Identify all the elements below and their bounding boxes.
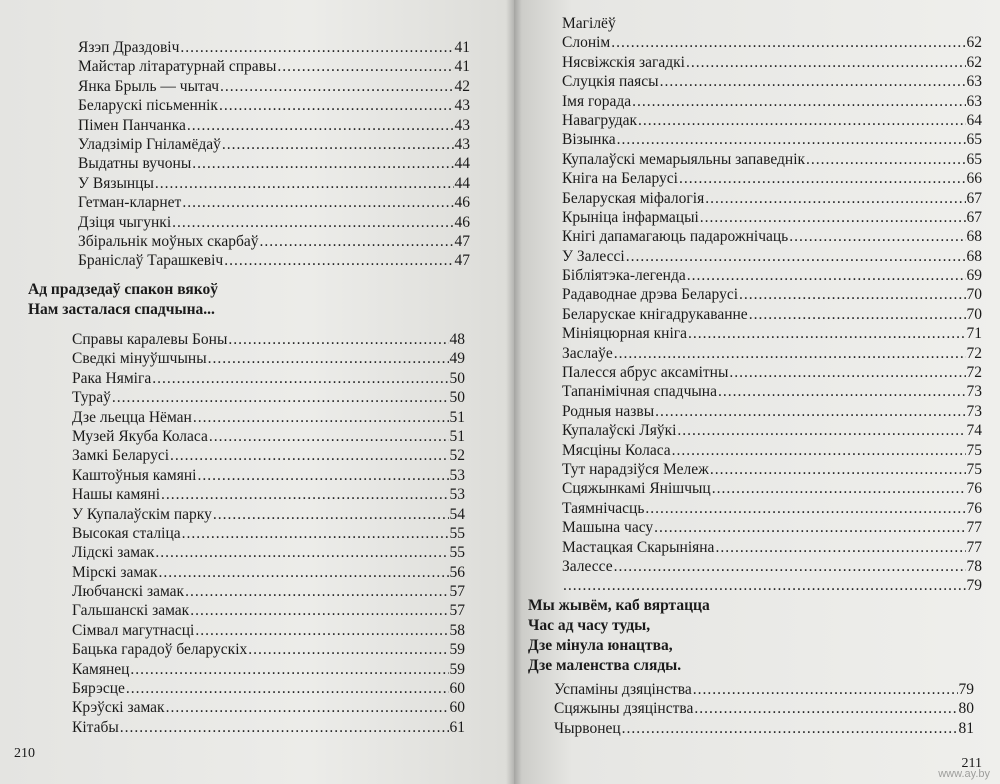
toc-entry-page: 53 xyxy=(449,466,465,484)
toc-entry-title: Нашы камяні xyxy=(72,486,161,504)
toc-entry-title: Язэп Драздовіч xyxy=(78,39,180,56)
toc-leader-dots xyxy=(789,227,965,246)
toc-leader-dots xyxy=(660,72,966,91)
toc-entry-page: 52 xyxy=(449,447,465,465)
toc-leader-dots xyxy=(260,232,454,251)
toc-entry-page: 63 xyxy=(966,73,982,91)
toc-leader-dots xyxy=(710,460,966,479)
toc-entry xyxy=(562,382,982,401)
toc-entry-page: 78 xyxy=(966,557,982,575)
section-heading-line: Дзе мінула юнацтва, xyxy=(528,637,673,654)
toc-leader-dots xyxy=(195,621,448,640)
toc-leader-dots xyxy=(190,601,448,620)
toc-entry xyxy=(562,33,982,52)
toc-entry-title: Тапанімічная спадчына xyxy=(562,383,717,401)
toc-leader-dots xyxy=(712,479,966,498)
toc-entry-page: 73 xyxy=(966,383,982,401)
toc-entry xyxy=(72,601,465,620)
toc-entry-title: Тут нарадзіўся Мележ xyxy=(562,460,709,478)
toc-entry-title: Сведкі мінуўшчыны xyxy=(72,350,207,368)
toc-leader-dots xyxy=(222,135,454,154)
toc-list-right-bottom xyxy=(554,680,974,738)
toc-entry-page: 46 xyxy=(454,213,470,231)
toc-entry xyxy=(72,679,465,698)
toc-entry-page: 43 xyxy=(454,116,470,134)
toc-entry xyxy=(78,232,470,251)
toc-leader-dots xyxy=(126,679,449,698)
page-number-right: 211 xyxy=(961,756,982,771)
toc-entry xyxy=(72,505,465,524)
toc-leader-dots xyxy=(700,208,966,227)
toc-entry-title: Гетман-кларнет xyxy=(78,194,182,212)
toc-leader-dots xyxy=(686,53,966,72)
toc-leader-dots xyxy=(655,402,965,421)
toc-entry-title: Бацька гарадоў беларускіх xyxy=(72,641,248,659)
toc-entry xyxy=(72,698,465,717)
toc-entry-page: 76 xyxy=(966,499,982,517)
toc-entry-page: 58 xyxy=(449,621,465,639)
toc-leader-dots xyxy=(172,213,453,232)
toc-leader-dots xyxy=(185,582,448,601)
toc-entry-title: Каштоўныя камяні xyxy=(72,466,197,484)
watermark: www.ay.by xyxy=(938,768,990,780)
toc-entry-title: Візынка xyxy=(562,131,616,149)
toc-entry-page: 68 xyxy=(966,228,982,246)
toc-entry xyxy=(562,479,982,498)
toc-entry-title: Рака Няміга xyxy=(72,369,152,387)
toc-entry-title: Браніслаў Тарашкевіч xyxy=(78,252,224,270)
toc-entry-page: 42 xyxy=(454,77,470,95)
toc-list-left-bottom xyxy=(72,330,465,737)
toc-entry-title: Таямнічасць xyxy=(562,499,645,517)
toc-entry-page: 75 xyxy=(966,460,982,478)
toc-leader-dots xyxy=(197,466,448,485)
toc-entry-title: Беларускі пісьменнік xyxy=(78,97,218,115)
toc-leader-dots xyxy=(213,505,449,524)
toc-leader-dots xyxy=(679,169,966,188)
toc-entry-page: 59 xyxy=(449,641,465,659)
toc-leader-dots xyxy=(729,363,965,382)
section-heading-line: Нам засталася спадчына... xyxy=(28,301,215,318)
toc-entry-page: 62 xyxy=(966,53,982,71)
toc-leader-dots xyxy=(632,92,965,111)
toc-leader-dots xyxy=(180,38,453,57)
toc-entry-title: Дзіця чыгункі xyxy=(78,213,172,231)
toc-entry-page: 81 xyxy=(958,719,974,737)
toc-entry-page: 63 xyxy=(966,92,982,110)
toc-leader-dots xyxy=(130,660,448,679)
toc-entry-page: 43 xyxy=(454,97,470,115)
toc-leader-dots xyxy=(645,499,965,518)
toc-entry-page: 56 xyxy=(449,563,465,581)
toc-entry-title: Слуцкія паясы xyxy=(562,73,659,91)
toc-entry-page: 57 xyxy=(449,583,465,601)
toc-entry-page: 53 xyxy=(449,486,465,504)
toc-entry xyxy=(562,150,982,169)
toc-entry-page: 41 xyxy=(454,58,470,76)
toc-entry-title: У Купалаўскім парку xyxy=(72,505,212,523)
toc-entry xyxy=(72,640,465,659)
toc-entry-page: 68 xyxy=(966,247,982,265)
toc-entry xyxy=(562,111,982,130)
toc-entry xyxy=(78,38,470,57)
toc-entry xyxy=(72,718,465,737)
toc-leader-dots xyxy=(170,446,448,465)
toc-entry-title: Нясвіжскія загадкі xyxy=(562,53,685,71)
toc-entry xyxy=(562,227,982,246)
toc-entry xyxy=(72,543,465,562)
toc-entry-page: 77 xyxy=(966,538,982,556)
toc-leader-dots xyxy=(120,718,449,737)
toc-leader-dots xyxy=(694,699,957,718)
toc-entry-title: Радаводнае дрэва Беларусі xyxy=(562,286,739,304)
toc-entry-page: 75 xyxy=(966,441,982,459)
toc-entry-page: 50 xyxy=(449,389,465,407)
toc-entry xyxy=(72,388,465,407)
toc-entry-title: У Вязынцы xyxy=(78,174,154,192)
toc-leader-dots xyxy=(192,154,453,173)
toc-entry-page: 65 xyxy=(966,131,982,149)
toc-leader-dots xyxy=(155,174,454,193)
toc-entry-title: Майстар літаратурнай справы xyxy=(78,58,277,76)
section-heading-line: Мы жывём, каб вяртацца xyxy=(528,597,710,614)
toc-leader-dots xyxy=(614,557,966,576)
toc-entry-page: 72 xyxy=(966,364,982,382)
toc-entry-title: Кітабы xyxy=(72,718,119,736)
toc-leader-dots xyxy=(208,349,449,368)
toc-entry-page: 43 xyxy=(454,135,470,153)
toc-entry-page: 55 xyxy=(449,524,465,542)
toc-entry xyxy=(562,247,982,266)
toc-entry xyxy=(562,130,982,149)
toc-entry xyxy=(72,524,465,543)
toc-entry-title: Кніга на Беларусі xyxy=(562,170,678,188)
toc-entry xyxy=(72,369,465,388)
toc-entry xyxy=(562,460,982,479)
toc-entry-page: 59 xyxy=(449,660,465,678)
toc-entry-title: Сцяжынкамі Янішчыц xyxy=(562,480,711,498)
toc-leader-dots xyxy=(248,640,448,659)
toc-entry-title: Навагрудак xyxy=(562,111,638,129)
toc-entry-title: Пімен Панчанка xyxy=(78,116,186,134)
toc-entry-page: 77 xyxy=(966,519,982,537)
toc-entry-title: Музей Якуба Коласа xyxy=(72,427,208,445)
toc-entry-title: Чырвонец xyxy=(554,719,621,737)
toc-leader-dots xyxy=(220,77,453,96)
toc-entry-title: Крэўскі замак xyxy=(72,699,165,717)
toc-entry xyxy=(78,135,470,154)
toc-leader-dots xyxy=(626,247,966,266)
toc-entry-page: 50 xyxy=(449,369,465,387)
toc-entry-page: 41 xyxy=(454,39,470,56)
toc-entry-title: Любчанскі замак xyxy=(72,583,185,601)
toc-entry xyxy=(554,719,974,738)
toc-entry-title: Машына часу xyxy=(562,519,654,537)
toc-entry xyxy=(78,251,470,270)
toc-entry-page: 44 xyxy=(454,174,470,192)
toc-leader-dots xyxy=(166,698,449,717)
toc-entry-page: 71 xyxy=(966,325,982,343)
toc-entry-title: Збіральнік моўных скарбаў xyxy=(78,232,259,250)
toc-entry xyxy=(72,408,465,427)
toc-entry-title: Высокая сталіца xyxy=(72,524,181,542)
toc-entry-page: 47 xyxy=(454,252,470,270)
toc-leader-dots xyxy=(806,150,965,169)
toc-entry-title: Мірскі замак xyxy=(72,563,158,581)
toc-entry xyxy=(562,518,982,537)
toc-entry xyxy=(562,305,982,324)
toc-entry-page: 67 xyxy=(966,189,982,207)
toc-entry xyxy=(72,485,465,504)
toc-entry xyxy=(562,576,982,595)
toc-entry-title: Лідскі замак xyxy=(72,544,155,562)
toc-entry xyxy=(72,466,465,485)
toc-entry-page: 67 xyxy=(966,208,982,226)
toc-entry-page: 47 xyxy=(454,232,470,250)
toc-leader-dots xyxy=(563,576,966,595)
toc-leader-dots xyxy=(161,485,448,504)
toc-entry-page: 66 xyxy=(966,170,982,188)
toc-entry xyxy=(562,402,982,421)
toc-entry-title: Беларускае кнігадрукаванне xyxy=(562,305,748,323)
toc-leader-dots xyxy=(155,543,448,562)
toc-entry-page: 57 xyxy=(449,602,465,620)
toc-entry-title: Тураў xyxy=(72,389,111,407)
section-heading-line: Ад прадзедаў спакон вякоў xyxy=(28,281,218,298)
toc-entry-title: Справы каралевы Боны xyxy=(72,331,228,348)
toc-leader-dots xyxy=(209,427,449,446)
toc-entry xyxy=(72,582,465,601)
toc-leader-dots xyxy=(739,285,965,304)
toc-leader-dots xyxy=(749,305,966,324)
toc-entry xyxy=(562,363,982,382)
toc-entry xyxy=(562,208,982,227)
toc-entry-title: Імя горада xyxy=(562,92,632,110)
toc-entry-title: Мініяцюрная кніга xyxy=(562,325,687,343)
toc-list-right-top xyxy=(562,14,982,596)
toc-entry-page: 72 xyxy=(966,344,982,362)
toc-entry xyxy=(562,266,982,285)
toc-entry xyxy=(562,14,982,33)
toc-entry-title: Слонім xyxy=(562,34,611,52)
toc-entry-page: 61 xyxy=(449,718,465,736)
toc-entry-page: 70 xyxy=(966,305,982,323)
toc-entry xyxy=(78,116,470,135)
toc-entry-title: Уладзімір Гніламёдаў xyxy=(78,135,221,153)
toc-entry-page: 80 xyxy=(958,700,974,718)
toc-entry-title: Мясціны Коласа xyxy=(562,441,671,459)
toc-entry-page: 60 xyxy=(449,680,465,698)
toc-entry-page: 70 xyxy=(966,286,982,304)
toc-entry-title: Замкі Беларусі xyxy=(72,447,170,465)
toc-entry xyxy=(562,169,982,188)
toc-entry xyxy=(78,174,470,193)
toc-leader-dots xyxy=(718,382,966,401)
toc-leader-dots xyxy=(693,680,958,699)
toc-entry xyxy=(562,344,982,363)
toc-entry xyxy=(562,72,982,91)
toc-entry-title: Заслаўе xyxy=(562,344,613,362)
toc-entry xyxy=(72,427,465,446)
toc-leader-dots xyxy=(654,518,965,537)
toc-entry xyxy=(78,77,470,96)
toc-entry-page: 46 xyxy=(454,194,470,212)
toc-entry-title: Купалаўскі мемарыяльны запаведнік xyxy=(562,150,806,168)
toc-entry xyxy=(562,189,982,208)
toc-entry xyxy=(554,699,974,718)
toc-entry-title: Камянец xyxy=(72,660,130,678)
toc-entry xyxy=(562,324,982,343)
toc-leader-dots xyxy=(688,324,966,343)
toc-leader-dots xyxy=(672,441,966,460)
toc-entry-page: 55 xyxy=(449,544,465,562)
toc-entry-title: Беларуская міфалогія xyxy=(562,189,705,207)
section-heading-line: Дзе маленства сляды. xyxy=(528,657,682,674)
toc-entry-title: Бярэсце xyxy=(72,680,125,698)
toc-entry-title: Крыніца інфармацыі xyxy=(562,208,699,226)
toc-entry-title: Выдатны вучоны xyxy=(78,155,192,173)
toc-entry-title: Сімвал магутнасці xyxy=(72,621,195,639)
toc-entry-title: Купалаўскі Ляўкі xyxy=(562,422,677,440)
toc-entry-title: Янка Брыль — чытач xyxy=(78,77,220,95)
section-heading-left xyxy=(28,280,468,320)
toc-entry-page: 51 xyxy=(449,427,465,445)
toc-entry-page: 79 xyxy=(966,577,982,595)
section-heading-right xyxy=(528,596,968,676)
toc-entry xyxy=(562,53,982,72)
toc-entry-title: Гальшанскі замак xyxy=(72,602,190,620)
toc-entry xyxy=(72,330,465,349)
toc-entry-page: 64 xyxy=(966,111,982,129)
toc-leader-dots xyxy=(224,251,453,270)
toc-leader-dots xyxy=(687,266,966,285)
toc-entry-page: 44 xyxy=(454,155,470,173)
right-page xyxy=(514,0,1000,784)
toc-leader-dots xyxy=(611,33,965,52)
toc-entry-page: 62 xyxy=(966,34,982,52)
toc-entry xyxy=(78,96,470,115)
toc-entry xyxy=(72,349,465,368)
section-heading-line: Час ад часу туды, xyxy=(528,617,651,634)
toc-entry-title: Палесся абрус аксамітны xyxy=(562,364,729,382)
toc-entry xyxy=(562,421,982,440)
toc-entry xyxy=(78,193,470,212)
toc-leader-dots xyxy=(638,111,965,130)
toc-leader-dots xyxy=(159,563,449,582)
toc-entry-page: 49 xyxy=(449,350,465,368)
toc-entry-title: Бібліятэка-легенда xyxy=(562,267,686,285)
toc-entry-title: Магілёў xyxy=(562,15,616,32)
toc-leader-dots xyxy=(228,330,448,349)
toc-entry-title: Залессе xyxy=(562,557,613,575)
toc-leader-dots xyxy=(152,369,448,388)
toc-entry-page: 69 xyxy=(966,267,982,285)
toc-entry-page: 73 xyxy=(966,402,982,420)
toc-entry xyxy=(554,680,974,699)
toc-entry-page: 76 xyxy=(966,480,982,498)
toc-leader-dots xyxy=(622,719,958,738)
toc-leader-dots xyxy=(182,524,449,543)
toc-leader-dots xyxy=(715,538,965,557)
toc-entry xyxy=(72,621,465,640)
toc-entry-page: 65 xyxy=(966,150,982,168)
toc-entry xyxy=(562,92,982,111)
toc-entry-title: Кнігі дапамагаюць падарожнічаць xyxy=(562,228,789,246)
toc-entry xyxy=(78,213,470,232)
toc-list-left-top xyxy=(78,38,470,271)
toc-leader-dots xyxy=(193,408,449,427)
toc-entry xyxy=(78,57,470,76)
toc-entry xyxy=(562,441,982,460)
toc-entry-title: Дзе льецца Нёман xyxy=(72,408,192,426)
toc-entry xyxy=(562,557,982,576)
toc-entry xyxy=(72,446,465,465)
page-number-left: 210 xyxy=(14,746,35,761)
toc-leader-dots xyxy=(112,388,449,407)
book-gutter xyxy=(506,0,522,784)
toc-entry-title: Сцяжыны дзяцінства xyxy=(554,700,694,718)
toc-leader-dots xyxy=(705,189,965,208)
toc-entry-page: 74 xyxy=(966,422,982,440)
toc-entry xyxy=(562,285,982,304)
toc-entry-page: 48 xyxy=(449,331,465,348)
toc-entry xyxy=(562,499,982,518)
toc-entry-title: Мастацкая Скарыніяна xyxy=(562,538,715,556)
toc-leader-dots xyxy=(277,57,453,76)
toc-leader-dots xyxy=(187,116,454,135)
toc-entry-title: Успаміны дзяцінства xyxy=(554,681,692,698)
toc-entry-title: Родныя назвы xyxy=(562,402,655,420)
toc-entry-page: 60 xyxy=(449,699,465,717)
toc-leader-dots xyxy=(182,193,453,212)
toc-leader-dots xyxy=(617,130,966,149)
toc-leader-dots xyxy=(677,421,965,440)
toc-entry xyxy=(72,563,465,582)
toc-entry-page: 54 xyxy=(449,505,465,523)
toc-entry-title: У Залессі xyxy=(562,247,625,265)
toc-entry-page: 79 xyxy=(958,681,974,698)
toc-entry xyxy=(562,538,982,557)
toc-leader-dots xyxy=(614,344,966,363)
toc-leader-dots xyxy=(219,96,454,115)
toc-entry xyxy=(72,660,465,679)
toc-entry xyxy=(78,154,470,173)
toc-entry-page: 51 xyxy=(449,408,465,426)
